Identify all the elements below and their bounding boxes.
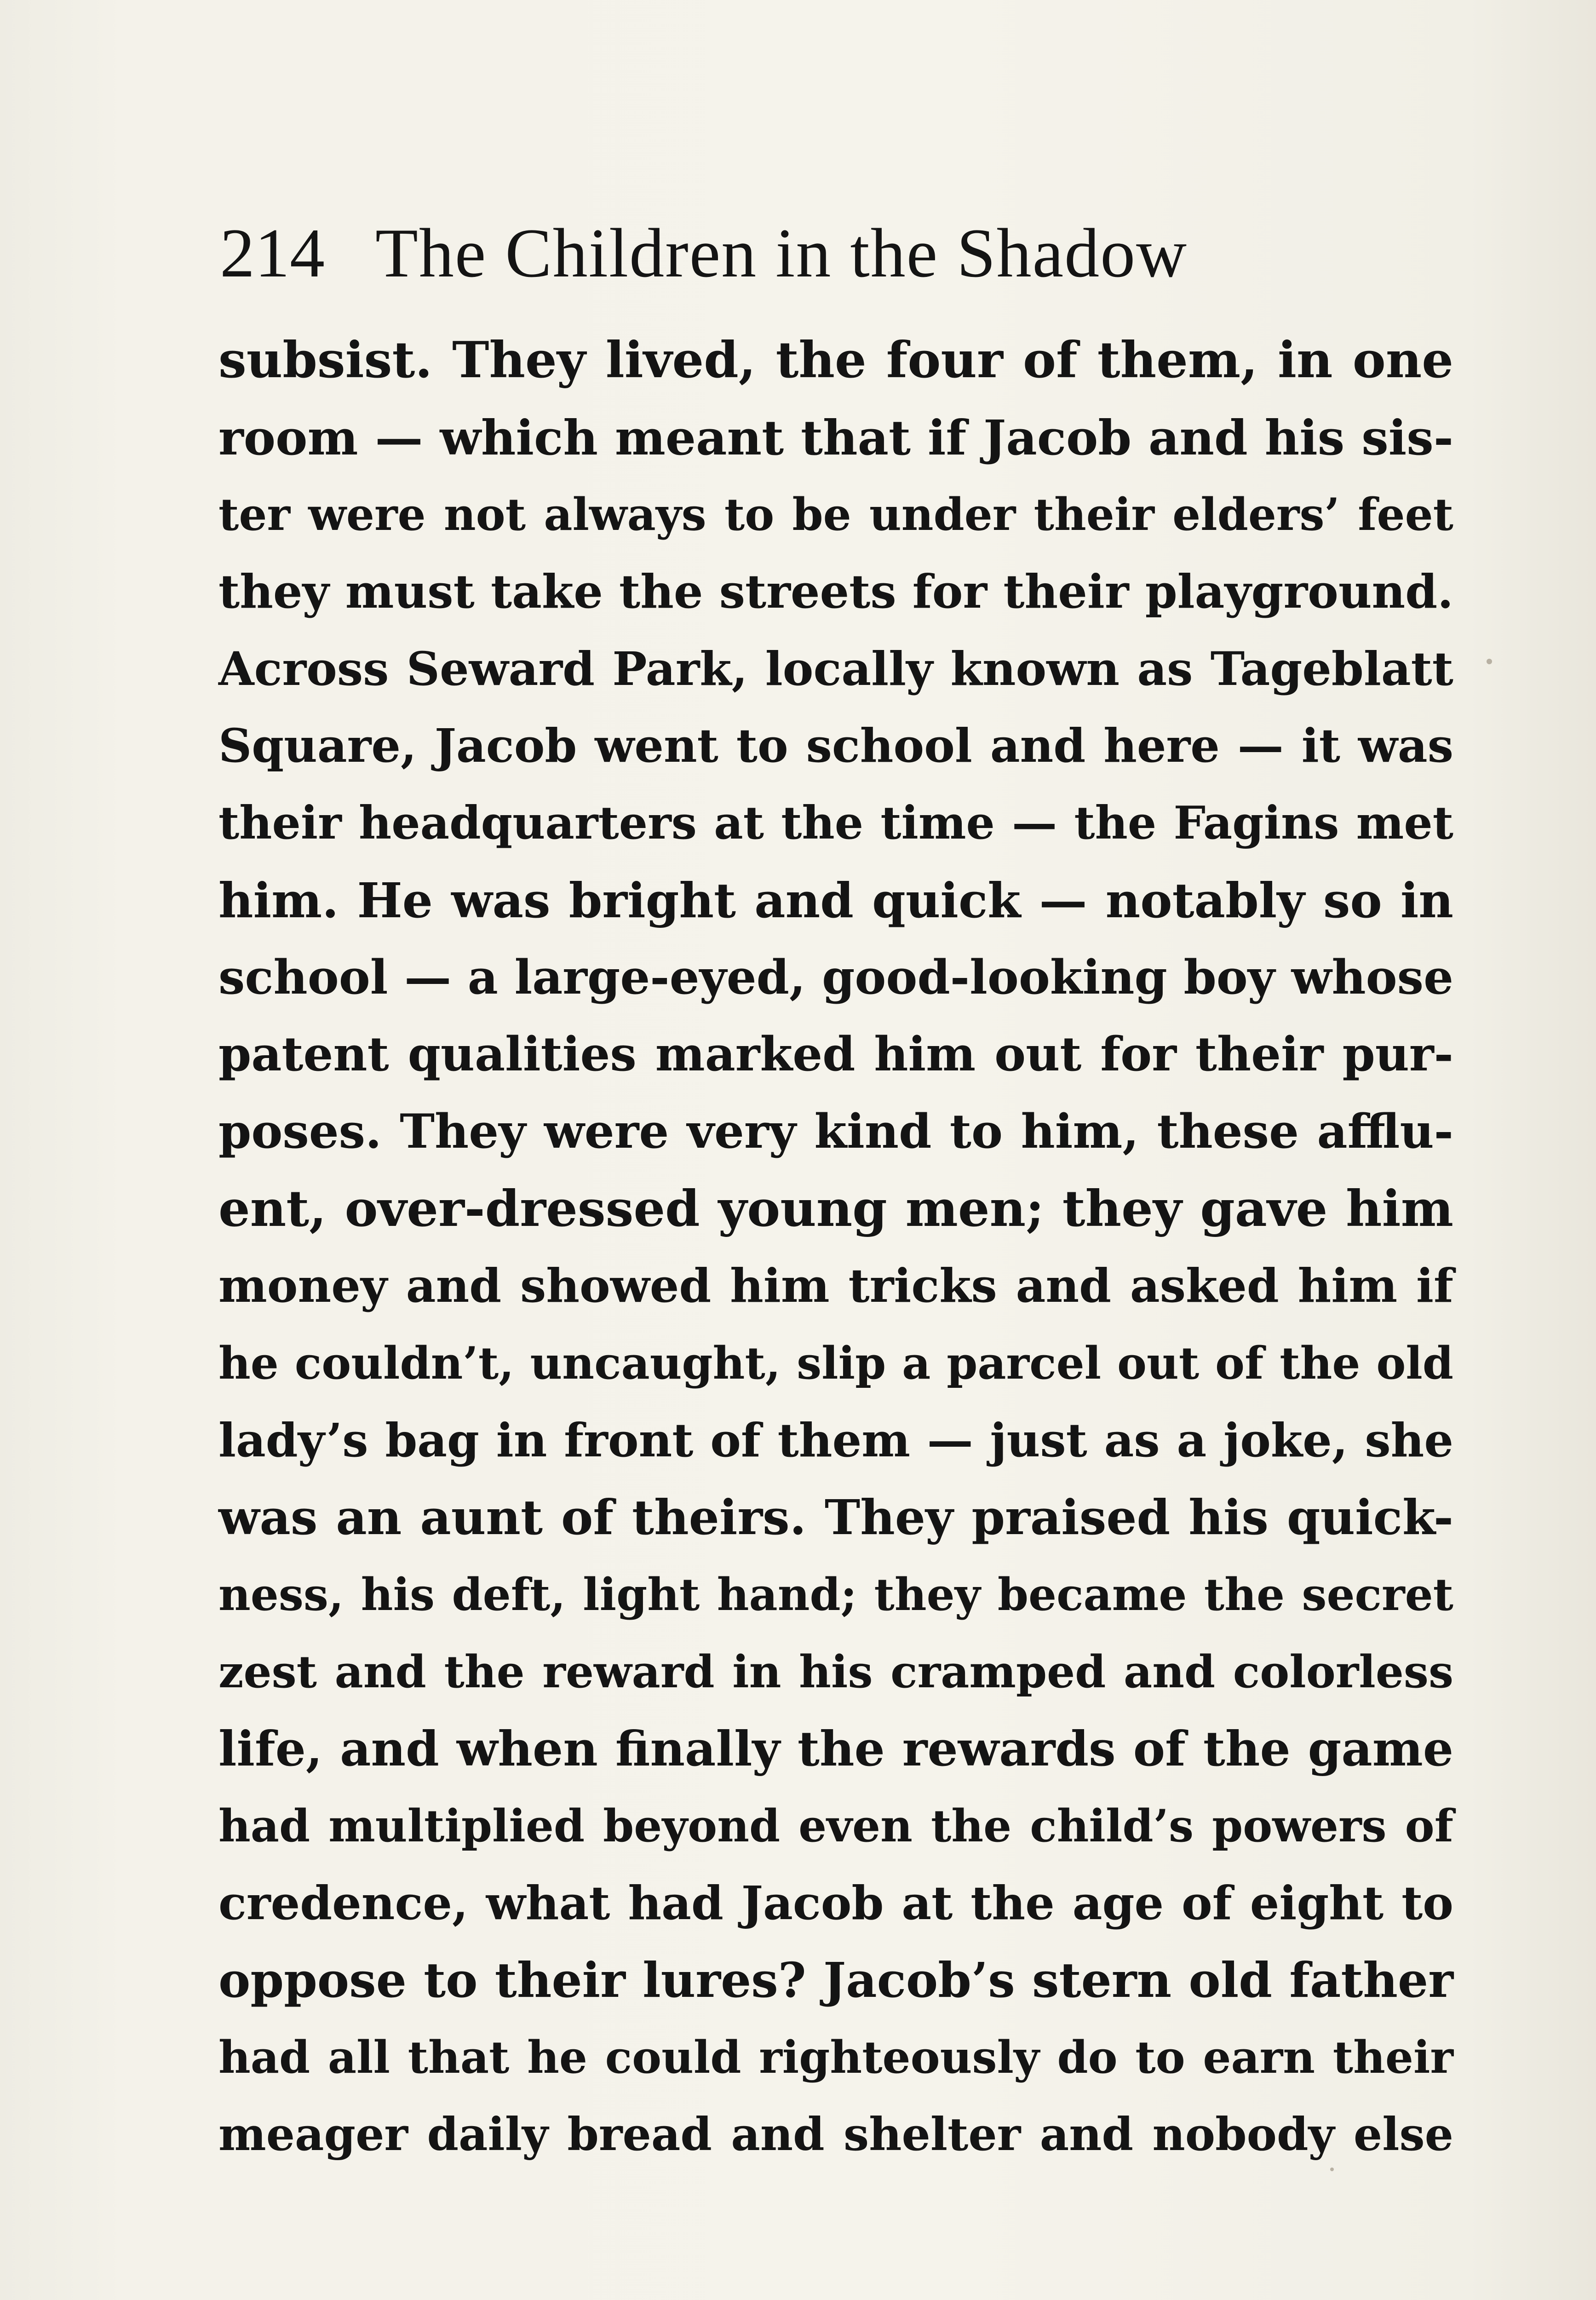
running-title: The Children in the Shadow <box>375 214 1188 292</box>
text-line: had multiplied beyond even the child’s powers of <box>218 1800 1453 1852</box>
text-line: room — which meant that if Jacob and his sis- <box>218 409 1453 466</box>
text-line: lady’s bag in front of them — just as a joke, she <box>218 1413 1453 1467</box>
text-line: Across Seward Park, locally known as Tageblatt <box>218 641 1453 696</box>
paper-speck <box>1487 659 1492 664</box>
text-line: money and showed him tricks and asked him if <box>218 1259 1453 1313</box>
text-line: credence, what had Jacob at the age of eight to <box>218 1875 1453 1930</box>
text-line: school — a large-eyed, good-looking boy whose <box>218 949 1453 1005</box>
text-line: had all that he could righteously do to earn their <box>218 2031 1453 2084</box>
text-line: their headquarters at the time — the Fagins met <box>218 797 1453 850</box>
text-line: him. He was bright and quick — notably so in <box>218 872 1453 929</box>
text-line: subsist. They lived, the four of them, in one <box>218 331 1453 389</box>
text-line: he couldn’t, uncaught, slip a parcel out of the old <box>218 1337 1453 1389</box>
text-line: ent, over-dressed young men; they gave him <box>218 1179 1453 1238</box>
text-line: meager daily bread and shelter and nobody else <box>218 2108 1453 2161</box>
text-line: oppose to their lures? Jacob’s stern old father <box>218 1952 1453 2009</box>
text-line: ness, his deft, light hand; they became the secret <box>218 1569 1453 1621</box>
text-line: poses. They were very kind to him, these afflu- <box>218 1104 1453 1159</box>
page-number: 214 <box>220 214 325 292</box>
text-line: was an aunt of theirs. They praised his quick- <box>218 1489 1453 1546</box>
text-line: zest and the reward in his cramped and colorless <box>218 1645 1453 1698</box>
text-line: ter were not always to be under their elders’ feet <box>218 489 1453 541</box>
text-line: patent qualities marked him out for their pur- <box>218 1027 1453 1082</box>
text-line: they must take the streets for their playground. <box>218 564 1453 619</box>
paper-speck <box>1330 2168 1334 2171</box>
running-head <box>220 209 1462 297</box>
text-line: life, and when finally the rewards of the game <box>218 1720 1453 1777</box>
body-text <box>218 322 1453 2174</box>
text-line: Square, Jacob went to school and here — it was <box>218 719 1453 773</box>
